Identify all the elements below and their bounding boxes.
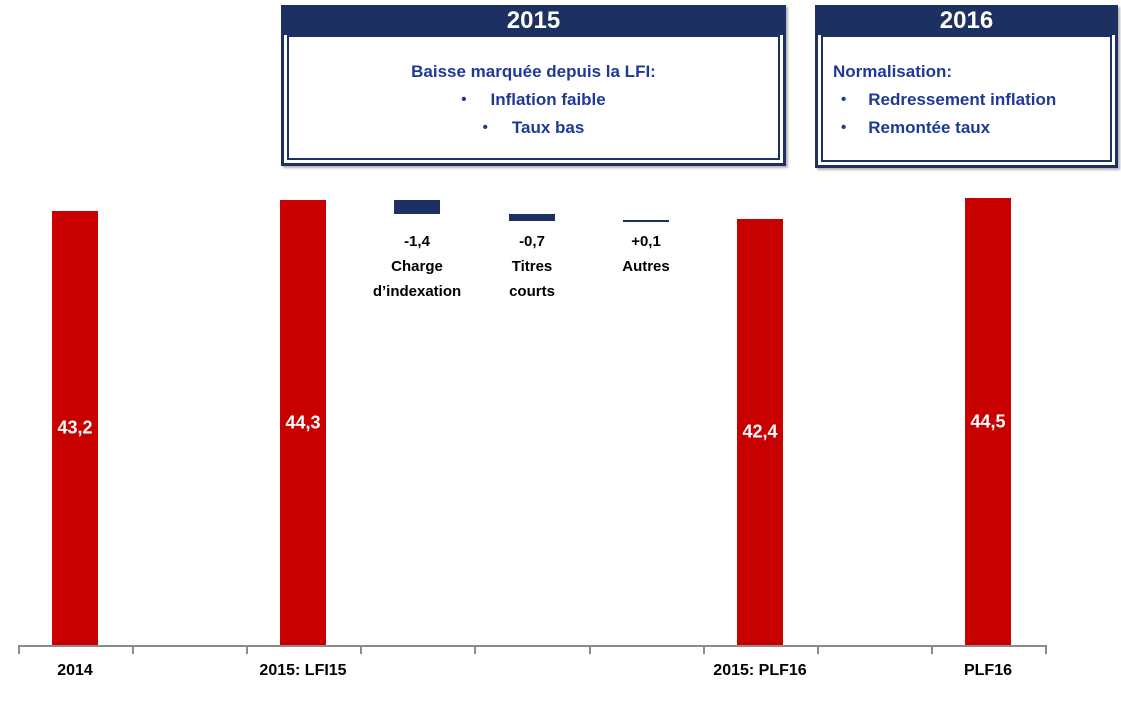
callout-line-text: Remontée taux <box>868 118 991 137</box>
annotation-line: -1,4 <box>404 233 430 250</box>
callout-2016-title: 2016 <box>939 7 994 34</box>
bullet-icon: • <box>482 119 488 136</box>
axis-label-2015-lfi15: 2015: LFI15 <box>259 662 347 679</box>
callout-2015-title: 2015 <box>506 7 561 34</box>
x-axis-tick <box>931 645 933 654</box>
bar-2015-plf16 <box>737 219 783 645</box>
callout-line-text: Baisse marquée depuis la LFI: <box>411 62 656 81</box>
annotation-line: +0,1 <box>631 233 661 250</box>
annotation-line: Charge <box>391 258 443 275</box>
callout-line-text: Normalisation: <box>833 62 953 81</box>
x-axis-tick <box>589 645 591 654</box>
bar-2015-lfi15 <box>280 200 326 645</box>
delta-annotation-autres <box>566 229 726 279</box>
x-axis-tick <box>474 645 476 654</box>
bullet-icon: • <box>461 91 467 108</box>
x-axis-line <box>18 645 1047 647</box>
annotation-line: d’indexation <box>372 283 462 300</box>
x-axis-tick <box>246 645 248 654</box>
x-axis-tick <box>132 645 134 654</box>
bullet-icon: • <box>841 91 847 108</box>
axis-label-plf16: PLF16 <box>963 662 1012 679</box>
annotation-line: Titres <box>511 258 553 275</box>
axis-label-2015-plf16: 2015: PLF16 <box>713 662 807 679</box>
bar-2014 <box>52 211 98 645</box>
x-axis-tick <box>817 645 819 654</box>
bar-plf16 <box>965 198 1011 645</box>
bullet-icon: • <box>841 119 847 136</box>
bar-titres-courts <box>509 214 555 221</box>
x-axis-tick <box>1045 645 1047 654</box>
x-axis-tick <box>360 645 362 654</box>
bar-charge-d-indexation <box>394 200 440 214</box>
annotation-line: -0,7 <box>519 233 545 250</box>
bar-value-label: 43,2 <box>57 417 93 438</box>
callout-line-text: Taux bas <box>511 118 585 137</box>
bar-value-label: 44,3 <box>285 412 321 432</box>
annotation-line: Autres <box>622 258 670 275</box>
x-axis-tick <box>18 645 20 654</box>
bar-value-label: 44,5 <box>970 411 1006 431</box>
axis-label-2014: 2014 <box>57 662 93 679</box>
callout-line-text: Redressement inflation <box>868 90 1057 109</box>
callout-line-text: Inflation faible <box>490 90 606 109</box>
x-axis-tick <box>703 645 705 654</box>
bar-value-label: 42,4 <box>742 421 778 442</box>
annotation-line: courts <box>509 283 555 300</box>
bar-autres <box>623 220 669 222</box>
